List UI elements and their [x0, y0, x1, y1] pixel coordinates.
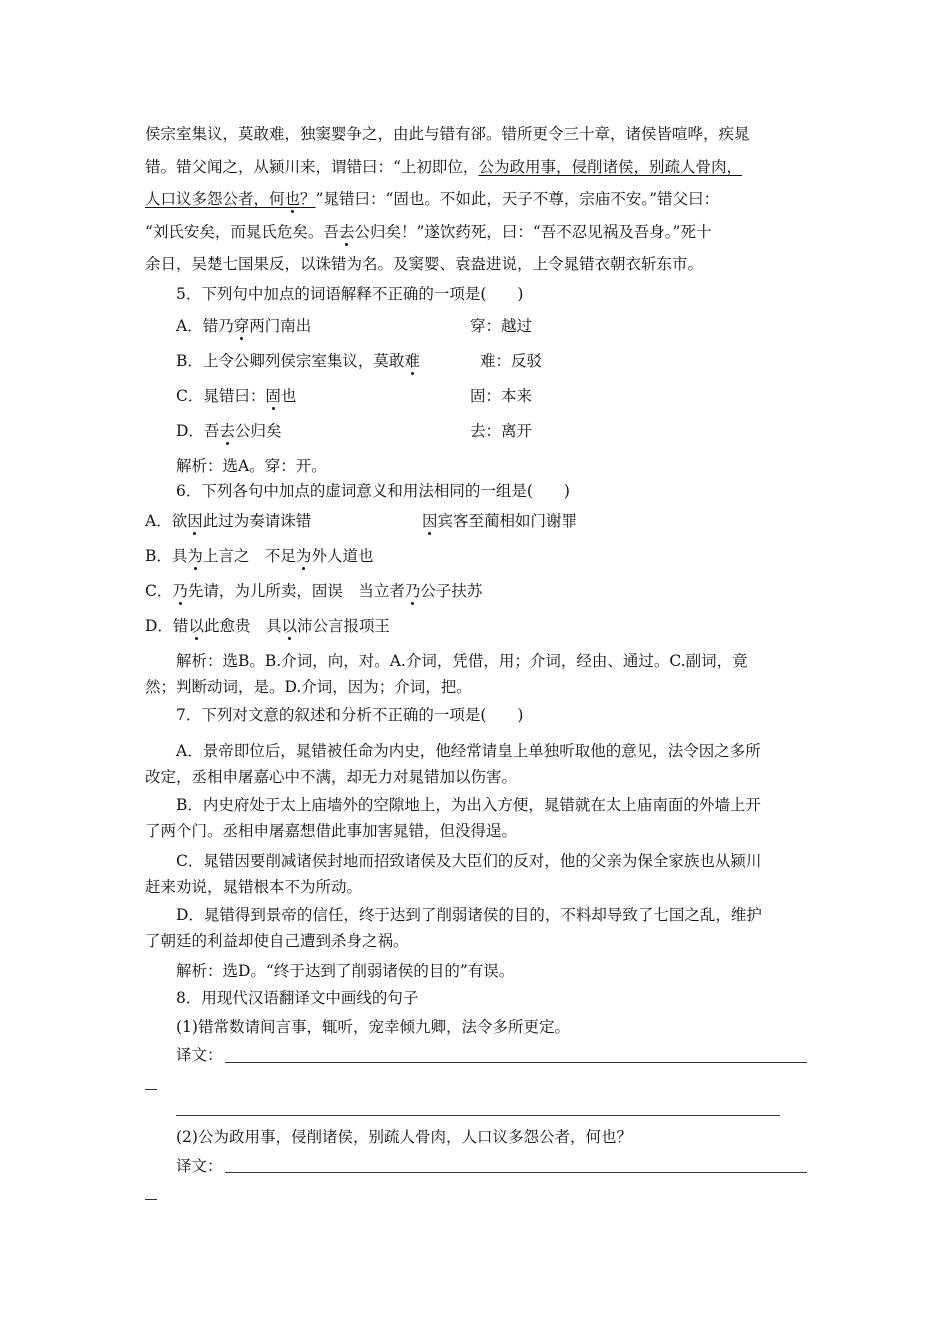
q7-option-a-line-1: A．景帝即位后，晁错被任命为内史，他经常请皇上单独听取他的意见，法令因之多所 [176, 742, 761, 760]
dotted-char: 为 [187, 547, 203, 565]
dotted-char: 以 [188, 617, 204, 635]
passage-line-4 [145, 222, 807, 244]
dotted-char: 去 [338, 223, 355, 241]
q7-option-d-line-1: D．晁错得到景帝的信任，终于达到了削弱诸侯的目的，不料却导致了七国之乱，维护 [176, 906, 762, 924]
q5-gloss-d: 去：离开 [470, 422, 533, 440]
q5-stem: 5．下列句中加点的词语解释不正确的一项是( ) [176, 285, 524, 303]
option-text: 上言之 不足 [202, 547, 296, 565]
option-text: C． [145, 582, 173, 600]
q8-sentence-2: (2)公为政用事，侵削诸侯，别疏人骨肉，人口议多怨公者，何也？ [176, 1128, 632, 1146]
passage-text: “刘氏安矣，而晁氏危矣。吾 [145, 223, 339, 241]
underlined-sentence: 人口议多怨公者，何 [145, 190, 285, 208]
option-text: A．错乃 [176, 317, 234, 335]
q8-stem: 8．用现代汉语翻译文中画线的句子 [176, 989, 419, 1007]
q6-answer-line-2: 然；判断动词，是。D.介词，因为；介词，把。 [145, 678, 472, 696]
q6-option-d [145, 616, 807, 638]
option-text: 外人道也 [311, 547, 374, 565]
dotted-char: 也 [284, 190, 301, 208]
option-text: 公子扶苏 [420, 582, 483, 600]
q6-answer-line-1: 解析：选B。B.介词，向，对。A.介词，凭借，用；介词，经由、通过。C.副词，竟 [176, 652, 748, 670]
dotted-char: 为 [295, 547, 312, 565]
translation-answer-line[interactable] [225, 1172, 807, 1173]
dotted-char: 乃 [172, 582, 188, 600]
dotted-char: 因 [422, 512, 438, 530]
option-text: 两门南出 [249, 317, 312, 335]
option-text: 沛公言报项王 [296, 617, 390, 635]
q6-option-a-second [422, 511, 577, 533]
option-text: 公归矣 [234, 422, 282, 440]
dotted-char: 穿 [233, 317, 250, 335]
underlined-sentence: ？ [300, 190, 316, 208]
q5-gloss-a: 穿：越过 [470, 317, 533, 335]
q7-option-c-line-1: C．晁错因要削减诸侯封地而招致诸侯及大臣们的反对，他的父亲为保全家族也从颍川 [176, 852, 762, 870]
q7-stem: 7．下列对文意的叙述和分析不正确的一项是( ) [176, 706, 524, 724]
q7-option-c-line-2: 赶来劝说，晁错根本不为所动。 [145, 878, 363, 896]
dotted-char: 以 [281, 617, 297, 635]
dotted-char: 难 [404, 352, 420, 370]
q8-sentence-1: (1)错常数请间言事，辄听，宠幸倾九卿，法令多所更定。 [176, 1018, 570, 1036]
option-text: 也 [280, 387, 297, 405]
underlined-sentence: 公为政用事，侵削诸侯，别疏人骨肉， [478, 158, 742, 176]
passage-line-5: 余日，吴楚七国果反，以诛错为名。及窦婴、袁盎进说，上令晁错衣朝衣斩东市。 [145, 255, 704, 273]
passage-text: 公归矣！”遂饮药死，曰：“吾不忍见祸及吾身。”死十 [354, 223, 712, 241]
option-text: B．上令公卿列侯宗室集议，莫敢 [176, 352, 405, 370]
dotted-char: 固 [265, 387, 281, 405]
q7-option-b-line-2: 了两个门。丞相申屠嘉想借此事加害晁错，但没得逞。 [145, 822, 518, 840]
q7-answer: 解析：选D。“终于达到了削弱诸侯的目的”有误。 [176, 962, 515, 980]
q5-gloss-b: 难：反驳 [480, 352, 543, 370]
translation-answer-line[interactable] [176, 1115, 780, 1116]
translation-answer-line[interactable] [145, 1199, 157, 1200]
option-text: C．晁错曰： [176, 387, 266, 405]
q5-gloss-c: 固：本来 [470, 387, 533, 405]
dotted-char: 去 [219, 422, 235, 440]
option-text: 此愈贵 具 [203, 617, 282, 635]
q7-option-b-line-1: B．内史府处于太上庙墙外的空隙地上，为出入方便，晁错就在太上庙南面的外墙上开 [176, 796, 761, 814]
dotted-char: 乃 [404, 582, 421, 600]
q7-option-d-line-2: 了朝廷的利益却使自己遭到杀身之祸。 [145, 932, 409, 950]
option-text: 先请，为儿所卖，固误 当立者 [187, 582, 405, 600]
passage-text: 错。错父闻之，从颍川来，谓错曰：“上初即位， [145, 158, 479, 176]
q8-translation-label-2: 译文： [176, 1157, 223, 1175]
option-text: 此过为奏请诛错 [202, 512, 312, 530]
option-text: 宾客至蔺相如门谢罪 [437, 512, 578, 530]
translation-answer-line[interactable] [225, 1062, 807, 1063]
translation-answer-line[interactable] [145, 1089, 157, 1090]
passage-line-1: 侯宗室集议，莫敢难，独窦婴争之，由此与错有郤。错所更令三十章，诸侯皆喧哗，疾晁 [145, 125, 750, 143]
passage-line-2 [145, 157, 807, 179]
q6-option-b [145, 546, 807, 568]
q6-stem: 6．下列各句中加点的虚词意义和用法相同的一组是( ) [176, 482, 570, 500]
option-text: A．欲 [145, 512, 188, 530]
option-text: D．错 [145, 617, 189, 635]
q7-option-a-line-2: 改定，丞相申屠嘉心中不满，却无力对晁错加以伤害。 [145, 768, 518, 786]
option-text: D．吾 [176, 422, 220, 440]
q6-option-c [145, 581, 807, 603]
passage-text: ”晁错曰：“固也。不如此，天子不尊，宗庙不安。”错父曰： [315, 190, 720, 208]
option-text: B．具 [145, 547, 188, 565]
q8-translation-label-1: 译文： [176, 1046, 223, 1064]
dotted-char: 因 [187, 512, 203, 530]
q5-answer: 解析：选A。穿：开。 [176, 457, 327, 475]
passage-line-3 [145, 189, 807, 211]
